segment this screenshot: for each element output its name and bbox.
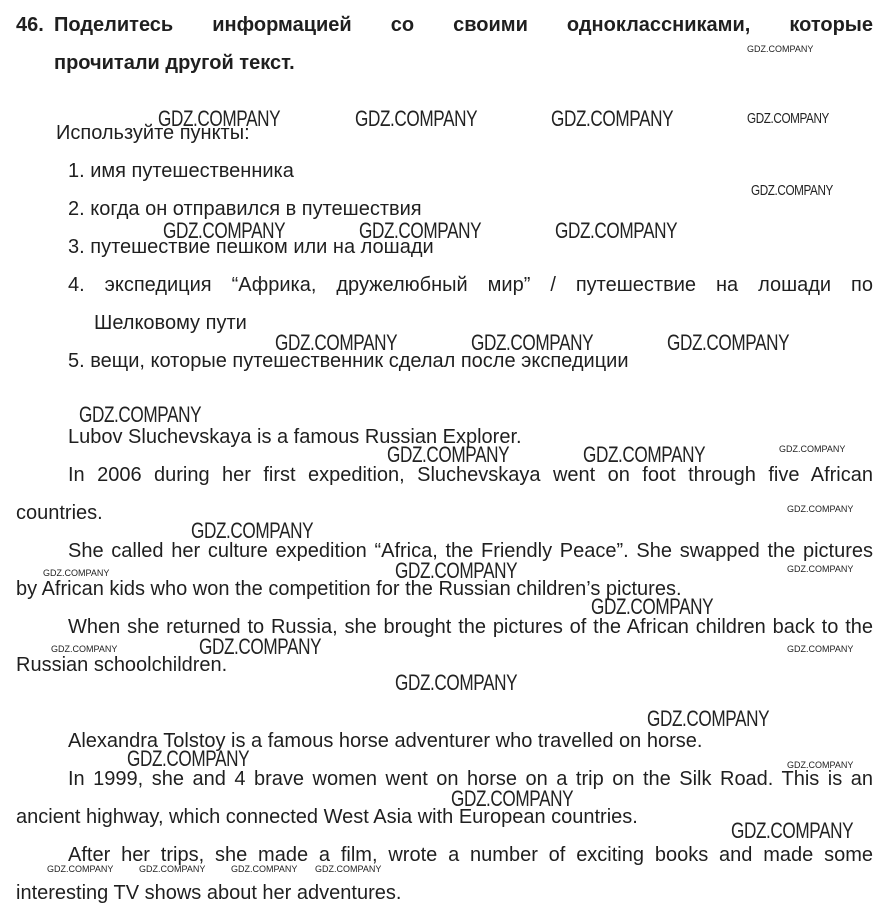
use-points-label: Используйте пункты: bbox=[56, 122, 250, 144]
watermark: GDZ.COMPANY bbox=[747, 44, 814, 54]
watermark: GDZ.COMPANY bbox=[787, 760, 854, 770]
watermark: GDZ.COMPANY bbox=[551, 106, 674, 131]
watermark: GDZ.COMPANY bbox=[387, 442, 510, 467]
task-line-2: прочитали другой текст. bbox=[54, 52, 295, 74]
watermark: GDZ.COMPANY bbox=[395, 558, 518, 583]
list-item: 1. имя путешественника bbox=[68, 160, 294, 182]
list-item: 3. путешествие пешком или на лошади bbox=[68, 236, 434, 258]
task-number: 46. bbox=[16, 14, 44, 36]
paragraph: When she returned to Russia, she brought the pictures of the African children back to the Russian schoolchildren. bbox=[16, 616, 873, 676]
watermark: GDZ.COMPANY bbox=[359, 218, 482, 243]
paragraph: In 1999, she and 4 brave women went on horse on a trip on the Silk Road. This is an ancient highway, which connected West Asia with European countries. bbox=[16, 768, 873, 828]
task-text-1: Поделитесь информацией со своими одноклассниками, которые bbox=[54, 14, 873, 36]
task-heading bbox=[16, 6, 873, 82]
paragraph: In 2006 during her first expedition, Sluchevskaya went on foot through five African countries. bbox=[16, 464, 873, 524]
task-line-1 bbox=[16, 6, 873, 44]
watermark: GDZ.COMPANY bbox=[199, 634, 322, 659]
watermark: GDZ.COMPANY bbox=[395, 670, 518, 695]
watermark: GDZ.COMPANY bbox=[751, 182, 833, 199]
watermark: GDZ.COMPANY bbox=[315, 864, 382, 874]
list-item: 2. когда он отправился в путешествия bbox=[68, 198, 422, 220]
watermark: GDZ.COMPANY bbox=[667, 330, 790, 355]
list-item: 5. вещи, которые путешественник сделал после экспедиции bbox=[68, 350, 629, 372]
watermark: GDZ.COMPANY bbox=[51, 644, 118, 654]
paragraph: Lubov Sluchevskaya is a famous Russian Explorer. bbox=[68, 426, 522, 448]
watermark: GDZ.COMPANY bbox=[647, 706, 770, 731]
list-item-continuation: Шелковому пути bbox=[94, 312, 247, 334]
watermark: GDZ.COMPANY bbox=[787, 564, 854, 574]
watermark: GDZ.COMPANY bbox=[231, 864, 298, 874]
watermark: GDZ.COMPANY bbox=[163, 218, 286, 243]
watermark: GDZ.COMPANY bbox=[275, 330, 398, 355]
watermark: GDZ.COMPANY bbox=[747, 110, 829, 127]
watermark: GDZ.COMPANY bbox=[731, 818, 854, 843]
paragraph: Alexandra Tolstoy is a famous horse adventurer who travelled on horse. bbox=[68, 730, 703, 752]
watermark: GDZ.COMPANY bbox=[583, 442, 706, 467]
watermark: GDZ.COMPANY bbox=[79, 402, 202, 427]
paragraph: She called her culture expedition “Africa, the Friendly Peace”. She swapped the pictures by African kids who won the competition for the Russian children’s pictures. bbox=[16, 540, 873, 600]
watermark: GDZ.COMPANY bbox=[127, 746, 250, 771]
watermark: GDZ.COMPANY bbox=[555, 218, 678, 243]
list-item: 4. экспедиция “Африка, дружелюбный мир” / путешествие на лошади по bbox=[68, 274, 873, 296]
watermark: GDZ.COMPANY bbox=[471, 330, 594, 355]
watermark: GDZ.COMPANY bbox=[158, 106, 281, 131]
watermark: GDZ.COMPANY bbox=[43, 568, 110, 578]
paragraph: After her trips, she made a film, wrote a number of exciting books and made some interesting TV shows about her adventures. bbox=[16, 844, 873, 904]
watermark: GDZ.COMPANY bbox=[787, 644, 854, 654]
watermark: GDZ.COMPANY bbox=[451, 786, 574, 811]
watermark: GDZ.COMPANY bbox=[779, 444, 846, 454]
watermark: GDZ.COMPANY bbox=[139, 864, 206, 874]
watermark: GDZ.COMPANY bbox=[191, 518, 314, 543]
watermark: GDZ.COMPANY bbox=[355, 106, 478, 131]
watermark: GDZ.COMPANY bbox=[787, 504, 854, 514]
watermark: GDZ.COMPANY bbox=[47, 864, 114, 874]
watermark: GDZ.COMPANY bbox=[591, 594, 714, 619]
